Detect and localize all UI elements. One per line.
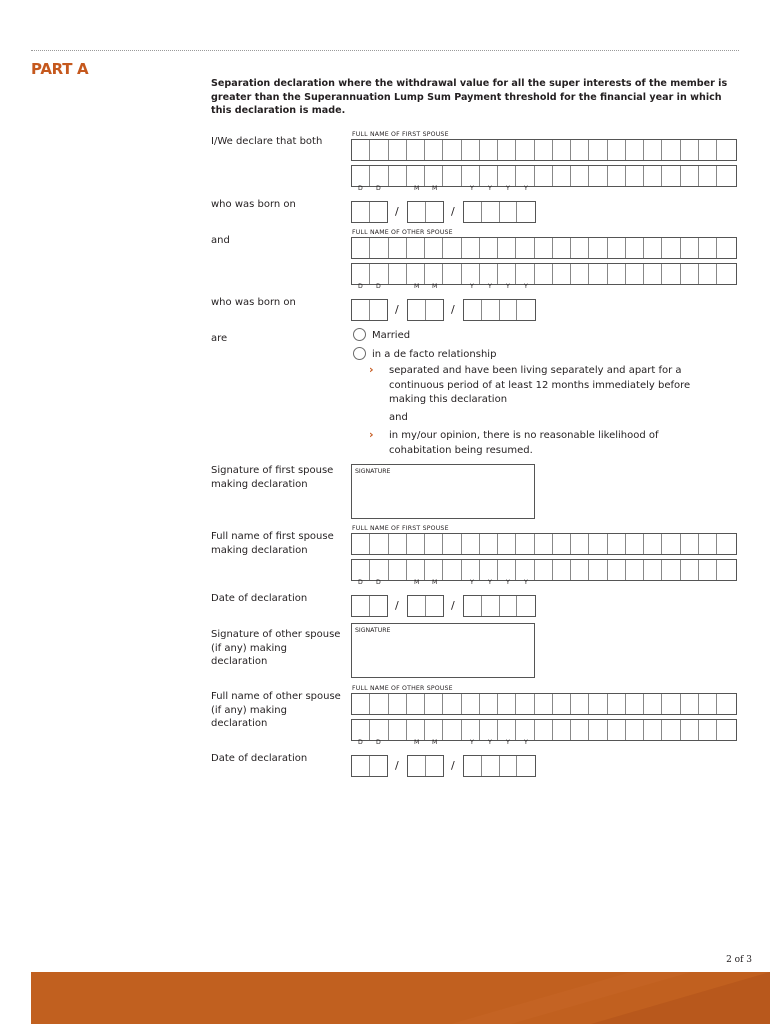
digit-box[interactable] xyxy=(352,300,370,320)
bullet1-line1: separated and have been living separately and apart for a xyxy=(389,365,682,376)
char-box[interactable] xyxy=(589,694,607,714)
bullet2-line2: cohabitation being resumed. xyxy=(389,444,533,456)
char-box[interactable] xyxy=(626,560,644,580)
char-box[interactable] xyxy=(370,264,388,284)
signature-caption: SIGNATURE xyxy=(355,468,391,475)
char-box[interactable] xyxy=(699,166,717,186)
page-number: 2 of 3 xyxy=(726,955,752,965)
char-box[interactable] xyxy=(480,238,498,258)
char-box[interactable] xyxy=(553,264,571,284)
char-box[interactable] xyxy=(352,720,370,740)
day-boxes[interactable] xyxy=(351,595,388,617)
char-box[interactable] xyxy=(389,534,407,554)
digit-box[interactable] xyxy=(517,756,535,776)
char-box[interactable] xyxy=(626,140,644,160)
bullet2-line1: in my/our opinion, there is no reasonable likelihood of xyxy=(389,430,659,441)
defacto-option-label: in a de facto relationship xyxy=(372,349,497,360)
digit-box[interactable] xyxy=(408,202,426,222)
date-part-caption: D xyxy=(376,579,381,586)
char-box[interactable] xyxy=(717,694,735,714)
date-part-caption: Y xyxy=(506,185,510,192)
char-box[interactable] xyxy=(425,560,443,580)
char-box[interactable] xyxy=(589,560,607,580)
name-other-label: Full name of other spouse (if any) making declaration xyxy=(211,691,341,729)
date-slash: / xyxy=(451,599,455,612)
date-part-caption: Y xyxy=(506,739,510,746)
day-boxes[interactable] xyxy=(351,201,388,223)
char-box[interactable] xyxy=(553,534,571,554)
char-box[interactable] xyxy=(407,560,425,580)
month-boxes[interactable] xyxy=(407,755,444,777)
char-box[interactable] xyxy=(644,720,662,740)
char-box[interactable] xyxy=(370,560,388,580)
char-box[interactable] xyxy=(516,238,534,258)
are-label: are xyxy=(211,333,228,344)
chevron-right-icon: › xyxy=(369,428,374,441)
footer-band xyxy=(31,972,770,1024)
char-box[interactable] xyxy=(717,720,735,740)
char-box[interactable] xyxy=(389,238,407,258)
char-box[interactable] xyxy=(443,720,461,740)
date-slash: / xyxy=(395,205,399,218)
signature-first-label: Signature of first spouse making declaration xyxy=(211,465,334,490)
char-box[interactable] xyxy=(553,166,571,186)
date-part-caption: D xyxy=(358,185,363,192)
char-box[interactable] xyxy=(480,720,498,740)
date-part-caption: D xyxy=(376,185,381,192)
year-boxes[interactable] xyxy=(463,755,536,777)
digit-box[interactable] xyxy=(352,202,370,222)
born-on-label-1: who was born on xyxy=(211,199,296,210)
date-slash: / xyxy=(451,205,455,218)
char-box[interactable] xyxy=(425,238,443,258)
char-box[interactable] xyxy=(516,264,534,284)
digit-box[interactable] xyxy=(500,202,518,222)
char-box[interactable] xyxy=(389,140,407,160)
char-box[interactable] xyxy=(608,166,626,186)
part-title: PART A xyxy=(31,60,89,78)
date-part-caption: M xyxy=(414,185,420,192)
char-box[interactable] xyxy=(535,560,553,580)
date-part-caption: M xyxy=(432,185,438,192)
char-box[interactable] xyxy=(699,264,717,284)
char-box[interactable] xyxy=(626,694,644,714)
char-box[interactable] xyxy=(681,140,699,160)
char-box[interactable] xyxy=(516,534,534,554)
char-box[interactable] xyxy=(425,140,443,160)
digit-box[interactable] xyxy=(500,300,518,320)
full-name-other-caption: FULL NAME OF OTHER SPOUSE xyxy=(352,229,453,236)
char-box[interactable] xyxy=(425,534,443,554)
char-box[interactable] xyxy=(589,166,607,186)
digit-box[interactable] xyxy=(408,300,426,320)
char-box[interactable] xyxy=(352,238,370,258)
char-box[interactable] xyxy=(516,140,534,160)
signature-other-box[interactable] xyxy=(351,623,535,678)
date-part-caption: Y xyxy=(506,579,510,586)
char-box[interactable] xyxy=(571,534,589,554)
digit-box[interactable] xyxy=(352,756,370,776)
char-box[interactable] xyxy=(662,720,680,740)
digit-box[interactable] xyxy=(500,756,518,776)
char-box[interactable] xyxy=(480,140,498,160)
char-box[interactable] xyxy=(699,140,717,160)
char-box[interactable] xyxy=(498,560,516,580)
month-boxes[interactable] xyxy=(407,299,444,321)
char-box[interactable] xyxy=(498,140,516,160)
char-box[interactable] xyxy=(352,264,370,284)
char-box[interactable] xyxy=(626,166,644,186)
char-box[interactable] xyxy=(443,534,461,554)
top-divider xyxy=(31,50,739,51)
char-box[interactable] xyxy=(699,694,717,714)
digit-box[interactable] xyxy=(370,596,387,616)
char-box[interactable] xyxy=(535,534,553,554)
char-box[interactable] xyxy=(608,720,626,740)
date-part-caption: Y xyxy=(470,579,474,586)
char-box[interactable] xyxy=(681,560,699,580)
char-box[interactable] xyxy=(443,560,461,580)
char-box[interactable] xyxy=(681,166,699,186)
char-box[interactable] xyxy=(662,694,680,714)
char-box[interactable] xyxy=(589,140,607,160)
char-box[interactable] xyxy=(462,720,480,740)
date-part-caption: D xyxy=(358,739,363,746)
footer-decoration xyxy=(31,972,770,1024)
char-box[interactable] xyxy=(589,534,607,554)
char-box[interactable] xyxy=(626,238,644,258)
char-box[interactable] xyxy=(516,560,534,580)
date-part-caption: D xyxy=(358,283,363,290)
char-box[interactable] xyxy=(370,534,388,554)
char-box[interactable] xyxy=(407,166,425,186)
char-box[interactable] xyxy=(462,560,480,580)
char-box[interactable] xyxy=(589,238,607,258)
date-part-caption: D xyxy=(358,579,363,586)
char-box[interactable] xyxy=(681,720,699,740)
char-box[interactable] xyxy=(498,166,516,186)
char-box[interactable] xyxy=(535,238,553,258)
date-slash: / xyxy=(395,759,399,772)
date-part-caption: D xyxy=(376,739,381,746)
born-on-label-2: who was born on xyxy=(211,297,296,308)
day-boxes[interactable] xyxy=(351,299,388,321)
date-slash: / xyxy=(395,303,399,316)
char-box[interactable] xyxy=(644,140,662,160)
digit-box[interactable] xyxy=(517,300,535,320)
date-part-caption: M xyxy=(414,283,420,290)
char-box[interactable] xyxy=(553,694,571,714)
char-box[interactable] xyxy=(389,166,407,186)
date-part-caption: Y xyxy=(524,185,528,192)
digit-box[interactable] xyxy=(426,596,443,616)
char-box[interactable] xyxy=(498,720,516,740)
char-box[interactable] xyxy=(699,238,717,258)
char-box[interactable] xyxy=(644,264,662,284)
signature-first-box[interactable] xyxy=(351,464,535,519)
char-box[interactable] xyxy=(443,166,461,186)
char-box[interactable] xyxy=(535,264,553,284)
char-box[interactable] xyxy=(480,264,498,284)
char-box[interactable] xyxy=(717,534,735,554)
date-part-caption: Y xyxy=(488,739,492,746)
char-box[interactable] xyxy=(644,166,662,186)
digit-box[interactable] xyxy=(464,300,482,320)
full-name-other-caption-2: FULL NAME OF OTHER SPOUSE xyxy=(352,685,453,692)
bullet1-line2: continuous period of at least 12 months immediately before xyxy=(389,379,691,391)
char-box[interactable] xyxy=(699,720,717,740)
char-box[interactable] xyxy=(443,140,461,160)
char-box[interactable] xyxy=(389,694,407,714)
married-radio[interactable] xyxy=(353,328,366,341)
other-spouse-name-line1[interactable] xyxy=(351,237,737,259)
char-box[interactable] xyxy=(571,238,589,258)
char-box[interactable] xyxy=(644,238,662,258)
char-box[interactable] xyxy=(608,534,626,554)
char-box[interactable] xyxy=(553,720,571,740)
char-box[interactable] xyxy=(681,264,699,284)
full-name-first-caption: FULL NAME OF FIRST SPOUSE xyxy=(352,131,449,138)
date-part-caption: Y xyxy=(506,283,510,290)
other-spouse-name-line2[interactable] xyxy=(351,263,737,285)
char-box[interactable] xyxy=(516,166,534,186)
char-box[interactable] xyxy=(389,264,407,284)
char-box[interactable] xyxy=(681,534,699,554)
year-boxes[interactable] xyxy=(463,201,536,223)
digit-box[interactable] xyxy=(464,596,482,616)
char-box[interactable] xyxy=(717,166,735,186)
char-box[interactable] xyxy=(571,720,589,740)
day-boxes[interactable] xyxy=(351,755,388,777)
date-part-caption: Y xyxy=(488,283,492,290)
month-boxes[interactable] xyxy=(407,201,444,223)
char-box[interactable] xyxy=(662,534,680,554)
char-box[interactable] xyxy=(480,694,498,714)
char-box[interactable] xyxy=(389,720,407,740)
char-box[interactable] xyxy=(370,140,388,160)
char-box[interactable] xyxy=(608,694,626,714)
char-box[interactable] xyxy=(462,140,480,160)
char-box[interactable] xyxy=(480,166,498,186)
char-box[interactable] xyxy=(370,720,388,740)
defacto-radio[interactable] xyxy=(353,347,366,360)
char-box[interactable] xyxy=(407,720,425,740)
char-box[interactable] xyxy=(407,694,425,714)
date-part-caption: Y xyxy=(488,185,492,192)
digit-box[interactable] xyxy=(482,300,500,320)
char-box[interactable] xyxy=(699,560,717,580)
name-first-label: Full name of first spouse making declaration xyxy=(211,531,334,556)
char-box[interactable] xyxy=(662,264,680,284)
signature-other-label: Signature of other spouse (if any) making declaration xyxy=(211,629,341,667)
char-box[interactable] xyxy=(407,534,425,554)
char-box[interactable] xyxy=(535,694,553,714)
date-part-caption: Y xyxy=(524,739,528,746)
and-label: and xyxy=(211,235,230,246)
digit-box[interactable] xyxy=(370,756,387,776)
char-box[interactable] xyxy=(370,238,388,258)
char-box[interactable] xyxy=(443,238,461,258)
char-box[interactable] xyxy=(407,264,425,284)
month-boxes[interactable] xyxy=(407,595,444,617)
char-box[interactable] xyxy=(644,694,662,714)
char-box[interactable] xyxy=(717,560,735,580)
char-box[interactable] xyxy=(717,238,735,258)
date-part-caption: Y xyxy=(524,579,528,586)
char-box[interactable] xyxy=(352,694,370,714)
date-part-caption: M xyxy=(432,283,438,290)
first-spouse-name-line1[interactable] xyxy=(351,139,737,161)
char-box[interactable] xyxy=(443,264,461,284)
date-part-caption: M xyxy=(414,579,420,586)
char-box[interactable] xyxy=(553,560,571,580)
char-box[interactable] xyxy=(352,560,370,580)
bullet-and: and xyxy=(389,412,408,423)
date-slash: / xyxy=(451,303,455,316)
digit-box[interactable] xyxy=(482,756,500,776)
char-box[interactable] xyxy=(462,694,480,714)
char-box[interactable] xyxy=(571,166,589,186)
char-box[interactable] xyxy=(480,534,498,554)
date-part-caption: Y xyxy=(524,283,528,290)
char-box[interactable] xyxy=(535,720,553,740)
digit-box[interactable] xyxy=(426,756,443,776)
declarant-other-name-line1[interactable] xyxy=(351,693,737,715)
date-slash: / xyxy=(395,599,399,612)
year-boxes[interactable] xyxy=(463,595,536,617)
char-box[interactable] xyxy=(662,238,680,258)
declarant-first-name-line1[interactable] xyxy=(351,533,737,555)
char-box[interactable] xyxy=(662,166,680,186)
char-box[interactable] xyxy=(717,264,735,284)
char-box[interactable] xyxy=(608,238,626,258)
date-part-caption: M xyxy=(432,579,438,586)
date-part-caption: Y xyxy=(488,579,492,586)
char-box[interactable] xyxy=(352,534,370,554)
date-part-caption: M xyxy=(432,739,438,746)
char-box[interactable] xyxy=(516,720,534,740)
char-box[interactable] xyxy=(425,166,443,186)
char-box[interactable] xyxy=(608,140,626,160)
char-box[interactable] xyxy=(608,560,626,580)
char-box[interactable] xyxy=(553,140,571,160)
chevron-right-icon: › xyxy=(369,363,374,376)
char-box[interactable] xyxy=(589,264,607,284)
digit-box[interactable] xyxy=(352,596,370,616)
char-box[interactable] xyxy=(571,264,589,284)
date-slash: / xyxy=(451,759,455,772)
married-option-label: Married xyxy=(372,330,411,341)
declarant-first-name-line2[interactable] xyxy=(351,559,737,581)
char-box[interactable] xyxy=(535,166,553,186)
char-box[interactable] xyxy=(626,720,644,740)
char-box[interactable] xyxy=(425,264,443,284)
signature-caption: SIGNATURE xyxy=(355,627,391,634)
digit-box[interactable] xyxy=(517,596,535,616)
char-box[interactable] xyxy=(498,238,516,258)
date-declaration-label-2: Date of declaration xyxy=(211,753,308,764)
year-boxes[interactable] xyxy=(463,299,536,321)
char-box[interactable] xyxy=(498,264,516,284)
first-spouse-name-line2[interactable] xyxy=(351,165,737,187)
date-part-caption: Y xyxy=(470,739,474,746)
digit-box[interactable] xyxy=(500,596,518,616)
char-box[interactable] xyxy=(352,140,370,160)
char-box[interactable] xyxy=(498,694,516,714)
char-box[interactable] xyxy=(626,534,644,554)
char-box[interactable] xyxy=(425,694,443,714)
char-box[interactable] xyxy=(407,140,425,160)
char-box[interactable] xyxy=(662,140,680,160)
digit-box[interactable] xyxy=(370,202,387,222)
char-box[interactable] xyxy=(626,264,644,284)
char-box[interactable] xyxy=(681,238,699,258)
char-box[interactable] xyxy=(589,720,607,740)
declare-label: I/We declare that both xyxy=(211,136,323,147)
char-box[interactable] xyxy=(480,560,498,580)
char-box[interactable] xyxy=(571,560,589,580)
char-box[interactable] xyxy=(681,694,699,714)
date-part-caption: D xyxy=(376,283,381,290)
digit-box[interactable] xyxy=(464,756,482,776)
digit-box[interactable] xyxy=(426,300,443,320)
char-box[interactable] xyxy=(352,166,370,186)
char-box[interactable] xyxy=(644,534,662,554)
digit-box[interactable] xyxy=(426,202,443,222)
digit-box[interactable] xyxy=(482,202,500,222)
date-part-caption: M xyxy=(414,739,420,746)
date-part-caption: Y xyxy=(470,283,474,290)
char-box[interactable] xyxy=(425,720,443,740)
char-box[interactable] xyxy=(553,238,571,258)
digit-box[interactable] xyxy=(464,202,482,222)
char-box[interactable] xyxy=(498,534,516,554)
digit-box[interactable] xyxy=(408,596,426,616)
date-declaration-label-1: Date of declaration xyxy=(211,593,308,604)
char-box[interactable] xyxy=(644,560,662,580)
char-box[interactable] xyxy=(608,264,626,284)
char-box[interactable] xyxy=(699,534,717,554)
char-box[interactable] xyxy=(407,238,425,258)
char-box[interactable] xyxy=(443,694,461,714)
char-box[interactable] xyxy=(370,694,388,714)
char-box[interactable] xyxy=(462,166,480,186)
char-box[interactable] xyxy=(717,140,735,160)
char-box[interactable] xyxy=(462,238,480,258)
intro-text: Separation declaration where the withdrawal value for all the super interests of the member is greater than the Superannuation Lump Sum Payment threshold for the financial year in which this declaration is made. xyxy=(211,78,728,116)
char-box[interactable] xyxy=(571,694,589,714)
full-name-first-caption-2: FULL NAME OF FIRST SPOUSE xyxy=(352,525,449,532)
digit-box[interactable] xyxy=(517,202,535,222)
char-box[interactable] xyxy=(462,264,480,284)
bullet1-line3: making this declaration xyxy=(389,394,508,405)
char-box[interactable] xyxy=(535,140,553,160)
char-box[interactable] xyxy=(662,560,680,580)
char-box[interactable] xyxy=(516,694,534,714)
digit-box[interactable] xyxy=(482,596,500,616)
char-box[interactable] xyxy=(571,140,589,160)
char-box[interactable] xyxy=(370,166,388,186)
date-part-caption: Y xyxy=(470,185,474,192)
declarant-other-name-line2[interactable] xyxy=(351,719,737,741)
digit-box[interactable] xyxy=(408,756,426,776)
char-box[interactable] xyxy=(389,560,407,580)
char-box[interactable] xyxy=(462,534,480,554)
digit-box[interactable] xyxy=(370,300,387,320)
